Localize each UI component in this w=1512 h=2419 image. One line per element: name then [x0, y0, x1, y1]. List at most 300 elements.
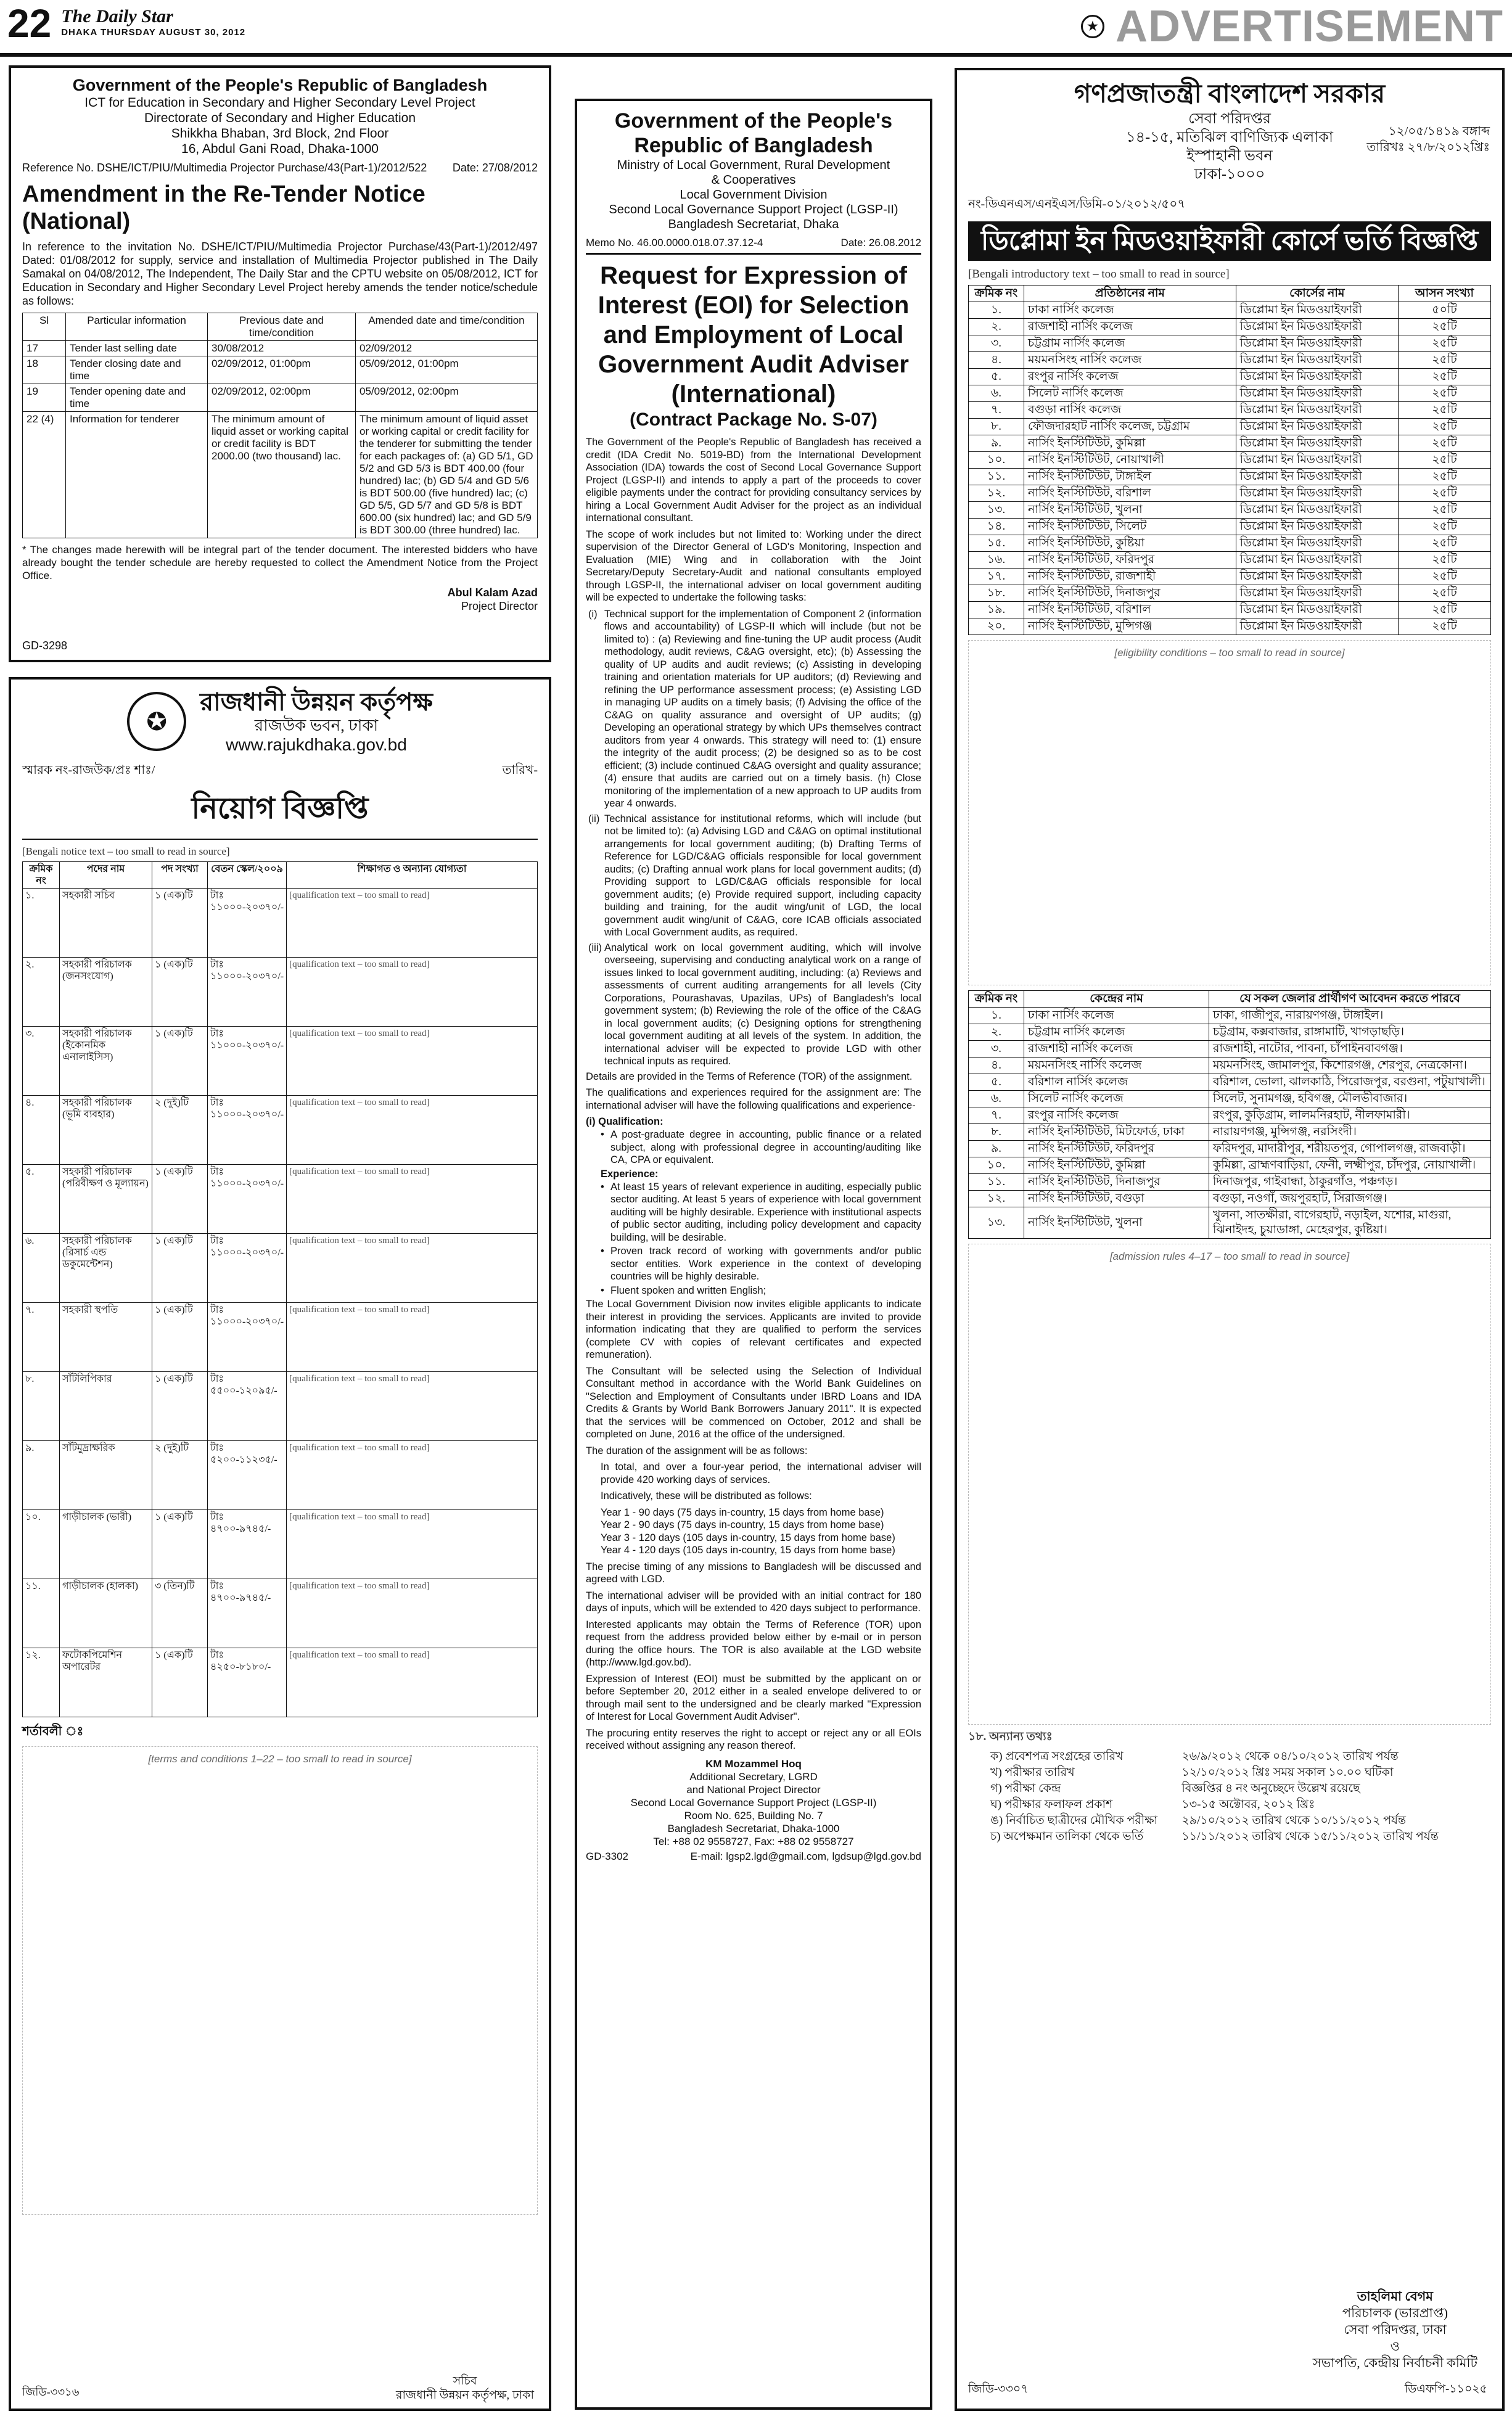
- qualification-cell: [qualification text – too small to read]: [287, 1303, 538, 1372]
- table-cell: রাজশাহী নার্সিং কলেজ: [1024, 1041, 1209, 1058]
- table-cell: ২.: [969, 319, 1024, 335]
- table-cell: ১.: [23, 889, 60, 958]
- table-cell: সহকারী সচিব: [60, 889, 152, 958]
- table-cell: ফৌজদারহাট নার্সিং কলেজ, চট্টগ্রাম: [1024, 419, 1236, 435]
- table-cell: ১২/১০/২০১২ খ্রিঃ সময় সকাল ১০.০০ ঘটিকা: [1181, 1766, 1394, 1779]
- table-cell: ৩ (তিন)টি: [152, 1579, 208, 1648]
- table-cell: ডিপ্লোমা ইন মিডওয়াইফারী: [1236, 402, 1398, 419]
- table-cell: নার্সিং ইনস্টিটিউট, রাজশাহী: [1024, 569, 1236, 585]
- table-cell: ১ (এক)টি: [152, 1234, 208, 1303]
- table-row: [969, 402, 1491, 419]
- table-cell: চ) অপেক্ষমান তালিকা থেকে ভর্তি: [990, 1830, 1144, 1843]
- table-cell: ডিপ্লোমা ইন মিডওয়াইফারী: [1236, 352, 1398, 369]
- table-cell: টাঃ ১১০০০-২০৩৭০/-: [208, 1165, 287, 1234]
- ad2-signature: [396, 2374, 534, 2402]
- table-cell: ৮.: [23, 1372, 60, 1441]
- government-seal-icon: ✪: [127, 692, 186, 751]
- table-cell: সহকারী পরিচালক (জনসংযোগ): [60, 958, 152, 1027]
- table-cell: ঢাকা নার্সিং কলেজ: [1024, 302, 1236, 319]
- qualification-cell: [qualification text – too small to read]: [287, 1510, 538, 1579]
- table-cell: ১ (এক)টি: [152, 1372, 208, 1441]
- ad3-para: The Local Government Division now invites eligible applicants to indicate their interest in providing the services. Applicants are invited to provide information indicating that they are qualified to perform the services (complete CV with copies of relevant certificates and expected remuneration).: [586, 1299, 921, 1360]
- section-title: ADVERTISEMENT: [1115, 2, 1503, 51]
- table-cell: নার্সিং ইনস্টিটিউট, বগুড়া: [1024, 1191, 1209, 1207]
- table-cell: ১১/১১/২০১২ তারিখ থেকে ১৫/১১/২০১২ তারিখ পর্যন্ত: [1181, 1830, 1439, 1843]
- table-cell: Tender opening date and time: [66, 384, 208, 412]
- masthead-right: [1081, 2, 1503, 51]
- ad3-exp-bullet: • At least 15 years of relevant experience in auditing, especially public sector auditing. At least 5 years of experience with local government auditing will be highly desirable. Experience with institutional aspects of public sector auditing, including policy development and capacity building, will be desirable.: [586, 1181, 921, 1244]
- table-cell: ১ (এক)টি: [152, 1027, 208, 1096]
- table-cell: টাঃ ১১০০০-২০৩৭০/-: [208, 1027, 287, 1096]
- table-cell: নার্সিং ইনস্টিটিউট, বরিশাল: [1024, 485, 1236, 502]
- table-cell: দিনাজপুর, গাইবান্ধা, ঠাকুরগাঁও, পঞ্চগড়।: [1209, 1174, 1491, 1191]
- table-cell: 19: [23, 384, 66, 412]
- table-cell: ৬.: [969, 385, 1024, 402]
- qualification-cell: [qualification text – too small to read]: [287, 889, 538, 958]
- table-header-row: [969, 991, 1491, 1008]
- table-cell: ১ (এক)টি: [152, 958, 208, 1027]
- ad-eoi-audit-adviser: [575, 99, 932, 2410]
- table-row: [23, 412, 538, 538]
- table-cell: ঙ) নির্বাচিত ছাত্রীদের মৌখিক পরীক্ষা: [990, 1814, 1158, 1827]
- table-cell: ডিপ্লোমা ইন মিডওয়াইফারী: [1236, 302, 1398, 319]
- ad3-date: Date: 26.08.2012: [840, 237, 921, 248]
- table-row: [969, 1141, 1491, 1157]
- ad1-sign-title: Project Director: [461, 600, 538, 612]
- table-row: [969, 519, 1491, 535]
- ad3-para: The scope of work includes but not limited to: Working under the direct supervision of the Director General of LGD's Monitoring, Inspection and Evaluation (MIE) Wing and in collaboration with the Joint Secretary/Deputy Secretary-Audit and national consultants employed through LGSP-II, the international adviser on local government auditing will be expected to undertake the following tasks:: [586, 528, 921, 603]
- table-cell: ১ (এক)টি: [152, 1303, 208, 1372]
- table-cell: ৪.: [969, 352, 1024, 369]
- table-cell: ১৬.: [969, 552, 1024, 569]
- table-cell: নারায়ণগঞ্জ, মুন্সিগঞ্জ, নরসিংদী।: [1209, 1124, 1491, 1141]
- ad4-seats-table: [968, 285, 1491, 635]
- table-row: [23, 1372, 538, 1441]
- table-cell: ক) প্রবেশপত্র সংগ্রহের তারিখ: [990, 1750, 1124, 1763]
- table-cell: নার্সিং ইনস্টিটিউট, দিনাজপুর: [1024, 1174, 1209, 1191]
- table-row: [969, 469, 1491, 485]
- ad3-line: & Cooperatives: [711, 173, 796, 187]
- ad3-year: Year 4 - 120 days (105 days in-country, 15 days from home base): [601, 1545, 895, 1556]
- ad4-memo: নং-ডিএনএস/এনইএস/ডিমি-০১/২০১২/৫০৭: [968, 197, 1186, 211]
- table-row: [23, 384, 538, 412]
- ad2-website: www.rajukdhaka.gov.bd: [226, 735, 407, 754]
- table-cell: ৭.: [969, 402, 1024, 419]
- ad3-task: [586, 942, 921, 1068]
- table-row: [23, 1027, 538, 1096]
- table-cell: রাজশাহী নার্সিং কলেজ: [1024, 319, 1236, 335]
- ad3-sign-line: and National Project Director: [686, 1783, 821, 1796]
- table-cell: ২৫টি: [1399, 402, 1491, 419]
- ad2-intro: [Bengali notice text – too small to read in source]: [22, 845, 230, 857]
- table-cell: ডিপ্লোমা ইন মিডওয়াইফারী: [1236, 419, 1398, 435]
- table-cell: ২৫টি: [1399, 569, 1491, 585]
- table-cell: ডিপ্লোমা ইন মিডওয়াইফারী: [1236, 452, 1398, 469]
- ad4-sign-line: পরিচালক (ভারপ্রাপ্ত): [1342, 2306, 1448, 2320]
- table-cell: ১২.: [969, 485, 1024, 502]
- ad3-task: [586, 608, 921, 810]
- table-header-row: [23, 862, 538, 889]
- table-cell: সহকারী পরিচালক (ইকোনমিক এনালাইসিস): [60, 1027, 152, 1096]
- table-row: [969, 319, 1491, 335]
- ad3-task-text: Analytical work on local government auditing, which will involve overseeing, supervising and conducting analytical work on a range of issues linked to local government auditing, including: (a) Reviews and assessments of current auditing arrangements for all levels (City Corporations, Pourashavas, Upazilas, UPs) of Bangladesh's local government system; (b) Reviewing the role of the office of the C&AG in local government audits; (c) Designing options for strengthening local government auditing at all levels of the system. In addition, the international adviser will be expected to provide LGD with other technical inputs as required.: [604, 942, 921, 1067]
- table-cell: ২৫টি: [1399, 519, 1491, 535]
- ad3-task-mark: (i): [588, 608, 598, 620]
- table-row: [969, 1074, 1491, 1091]
- ad3-memo: Memo No. 46.00.0000.018.07.37.12-4: [586, 237, 763, 248]
- table-row: [23, 889, 538, 958]
- ad4-signature: [1313, 2288, 1477, 2372]
- ad3-year: Year 1 - 90 days (75 days in-country, 15 days from home base): [601, 1506, 884, 1518]
- table-row: [969, 569, 1491, 585]
- qualification-cell: [qualification text – too small to read]: [287, 1234, 538, 1303]
- ad4-code2: ডিএফপি-১১০২৫: [1404, 2383, 1487, 2396]
- table-cell: ২৫টি: [1399, 335, 1491, 352]
- ad3-task-mark: (ii): [588, 813, 600, 824]
- ad1-line: ICT for Education in Secondary and Higher Secondary Level Project: [84, 96, 475, 110]
- ad2-org: রাজধানী উন্নয়ন কর্তৃপক্ষ: [200, 688, 433, 716]
- table-row: [969, 335, 1491, 352]
- table-cell: ২৫টি: [1399, 552, 1491, 569]
- table-cell: গ) পরীক্ষা কেন্দ্র: [990, 1782, 1061, 1795]
- table-cell: ৫০টি: [1399, 302, 1491, 319]
- table-row: [969, 552, 1491, 569]
- table-cell: টাঃ ৫৫০০-১২০৯৫/-: [208, 1372, 287, 1441]
- ad3-footer: [586, 1850, 921, 1863]
- col-pay: বেতন স্কেল/২০০৯: [208, 862, 287, 889]
- table-cell: The minimum amount of liquid asset or working capital or credit facility is BDT 2000.00 (two thousand) lac.: [208, 412, 356, 538]
- ad2-sub: রাজউক ভবন, ঢাকা: [254, 717, 379, 734]
- table-cell: ৪.: [969, 1058, 1024, 1074]
- ad3-year: Year 3 - 120 days (105 days in-country, 15 days from home base): [601, 1532, 895, 1543]
- table-cell: সাঁটমুদ্রাক্ষরিক: [60, 1441, 152, 1510]
- table-cell: ডিপ্লোমা ইন মিডওয়াইফারী: [1236, 435, 1398, 452]
- table-cell: ১.: [969, 1008, 1024, 1024]
- ad3-para: The international adviser will be provided with an initial contract for 180 days of inputs, which will be extended to 420 days subject to performance.: [586, 1590, 921, 1614]
- table-row: [969, 602, 1491, 618]
- table-cell: Tender closing date and time: [66, 356, 208, 384]
- ad1-line: Directorate of Secondary and Higher Education: [144, 111, 416, 125]
- ad3-qual-heading: (i) Qualification:: [586, 1116, 664, 1127]
- table-cell: ৫.: [23, 1165, 60, 1234]
- table-cell: রংপুর, কুড়িগ্রাম, লালমনিরহাট, নীলফামারী।: [1209, 1107, 1491, 1124]
- table-cell: ১৫.: [969, 535, 1024, 552]
- table-cell: টাঃ ৪৭০০-৯৭৪৫/-: [208, 1510, 287, 1579]
- ad2-conditions-heading: শর্তাবলী ঃ: [22, 1725, 84, 1738]
- table-cell: ২৫টি: [1399, 452, 1491, 469]
- ad2-code: জিডি-৩৩১৬: [22, 2386, 80, 2398]
- ad3-para: Indicatively, these will be distributed as follows:: [601, 1490, 812, 1501]
- qualification-cell: [qualification text – too small to read]: [287, 958, 538, 1027]
- table-row: [969, 1207, 1491, 1239]
- table-cell: ১১.: [969, 469, 1024, 485]
- table-row: [969, 1008, 1491, 1024]
- table-cell: ময়মনসিংহ, জামালপুর, কিশোরগঞ্জ, শেরপুর, নেত্রকোনা।: [1209, 1058, 1491, 1074]
- table-cell: নার্সিং ইনস্টিটিউট, নোয়াখালী: [1024, 452, 1236, 469]
- table-cell: 18: [23, 356, 66, 384]
- table-cell: টাঃ ৫২০০-১১২৩৫/-: [208, 1441, 287, 1510]
- ad3-sign-line: Second Local Governance Support Project (LGSP-II): [630, 1796, 877, 1809]
- table-cell: ৩.: [969, 1041, 1024, 1058]
- table-cell: ১ (এক)টি: [152, 1165, 208, 1234]
- table-cell: 02/09/2012, 01:00pm: [208, 356, 356, 384]
- ad3-exp-heading: Experience:: [601, 1168, 659, 1180]
- table-cell: ১০.: [969, 1157, 1024, 1174]
- table-row: [23, 1303, 538, 1372]
- ad3-line: Ministry of Local Government, Rural Development: [617, 158, 890, 172]
- table-cell: 22 (4): [23, 412, 66, 538]
- table-cell: ২৫টি: [1399, 535, 1491, 552]
- ad3-signature: [586, 1757, 921, 1848]
- col-sl: ক্রমিক নং: [23, 862, 60, 889]
- table-cell: ময়মনসিংহ নার্সিং কলেজ: [1024, 1058, 1209, 1074]
- table-cell: ডিপ্লোমা ইন মিডওয়াইফারী: [1236, 552, 1398, 569]
- table-cell: Tender last selling date: [66, 341, 208, 356]
- table-cell: নার্সিং ইনস্টিটিউট, কুষ্টিয়া: [1024, 535, 1236, 552]
- table-cell: বগুড়া, নওগাঁ, জয়পুরহাট, সিরাজগঞ্জ।: [1209, 1191, 1491, 1207]
- ad3-sign-line: Room No. 625, Building No. 7: [684, 1809, 823, 1821]
- table-cell: টাঃ ৪৭০০-৯৭৪৫/-: [208, 1579, 287, 1648]
- ad4-eligibility-placeholder: [eligibility conditions – too small to read in source]: [968, 640, 1491, 985]
- table-cell: কুমিল্লা, ব্রাহ্মণবাড়িয়া, ফেনী, লক্ষ্মীপুর, চাঁদপুর, নোয়াখালী।: [1209, 1157, 1491, 1174]
- table-cell: ৭.: [969, 1107, 1024, 1124]
- table-cell: টাঃ ১১০০০-২০৩৭০/-: [208, 889, 287, 958]
- ad2-date-label: তারিখ-: [502, 763, 538, 777]
- table-cell: ডিপ্লোমা ইন মিডওয়াইফারী: [1236, 602, 1398, 618]
- qualification-cell: [qualification text – too small to read]: [287, 1372, 538, 1441]
- table-cell: ৩.: [969, 335, 1024, 352]
- ad3-task-mark: (iii): [588, 942, 602, 953]
- ad4-schedule-heading: ১৮. অন্যান্য তথ্যঃ: [968, 1730, 1053, 1743]
- table-cell: ১১.: [969, 1174, 1024, 1191]
- ad4-org: গণপ্রজাতন্ত্রী বাংলাদেশ সরকার: [1074, 80, 1386, 109]
- ad3-task: [586, 813, 921, 939]
- ad2-sign-title: সচিব: [453, 2375, 477, 2388]
- table-cell: ২.: [969, 1024, 1024, 1041]
- col-course: কোর্সের নাম: [1236, 285, 1398, 302]
- table-cell: ২৫টি: [1399, 602, 1491, 618]
- table-cell: 05/09/2012, 01:00pm: [356, 356, 538, 384]
- table-cell: রংপুর নার্সিং কলেজ: [1024, 369, 1236, 385]
- table-cell: ১৮.: [969, 585, 1024, 602]
- table-cell: সিলেট, সুনামগঞ্জ, হবিগঞ্জ, মৌলভীবাজার।: [1209, 1091, 1491, 1107]
- table-row: [23, 1165, 538, 1234]
- table-cell: ২৫টি: [1399, 469, 1491, 485]
- table-cell: ২৫টি: [1399, 319, 1491, 335]
- table-row: [987, 1765, 1468, 1781]
- ad4-centres-table: [968, 990, 1491, 1239]
- table-cell: ডিপ্লোমা ইন মিডওয়াইফারী: [1236, 585, 1398, 602]
- ad3-sign-line: Additional Secretary, LGRD: [689, 1770, 818, 1783]
- table-cell: ঘ) পরীক্ষার ফলাফল প্রকাশ: [990, 1798, 1113, 1811]
- page-number: 22: [7, 1, 52, 46]
- table-cell: 02/09/2012, 02:00pm: [208, 384, 356, 412]
- table-cell: ডিপ্লোমা ইন মিডওয়াইফারী: [1236, 485, 1398, 502]
- table-cell: 05/09/2012, 02:00pm: [356, 384, 538, 412]
- table-cell: ২.: [23, 958, 60, 1027]
- ad3-org: Government of the People's Republic of Bangladesh: [614, 109, 893, 157]
- ad4-sign-line: সভাপতি, কেন্দ্রীয় নির্বাচনী কমিটি: [1312, 2355, 1477, 2370]
- ad1-code: GD-3298: [22, 639, 68, 652]
- ad4-line: ১৪-১৫, মতিঝিল বাণিজ্যিক এলাকা: [1125, 129, 1334, 146]
- table-row: [969, 1174, 1491, 1191]
- ad4-title: ডিপ্লোমা ইন মিডওয়াইফারী কোর্সে ভর্তি বিজ্ঞপ্তি: [968, 221, 1491, 261]
- table-cell: নার্সিং ইনস্টিটিউট, মুন্সিগঞ্জ: [1024, 618, 1236, 635]
- ad3-contract: (Contract Package No. S-07): [630, 409, 877, 430]
- table-row: [969, 435, 1491, 452]
- table-cell: ২৫টি: [1399, 352, 1491, 369]
- qualification-cell: [qualification text – too small to read]: [287, 1648, 538, 1717]
- ad3-para: The precise timing of any missions to Bangladesh will be discussed and agreed with LGD.: [586, 1561, 921, 1585]
- table-cell: বগুড়া নার্সিং কলেজ: [1024, 402, 1236, 419]
- table-row: [987, 1749, 1468, 1765]
- table-cell: ১০.: [23, 1510, 60, 1579]
- table-cell: নার্সিং ইনস্টিটিউট, সিলেট: [1024, 519, 1236, 535]
- ad3-line: Local Government Division: [680, 188, 828, 202]
- table-cell: টাঃ ১১০০০-২০৩৭০/-: [208, 1303, 287, 1372]
- table-cell: The minimum amount of liquid asset or working capital or credit facility for the tenderer for submitting the tender for each packages of: (a) GD 5/1, GD 5/2 and GD 5/3 is BDT 400.00 (four hundred) lac; (b) GD 5/4 and GD 5/6 is BDT 500.00 (five hundred) lac; (c) GD 5/5, GD 5/7 and GD 5/8 is BDT 600.00 (six hundred) lac; and GD 5/9 is BDT 300.00 (three hundred) lac.: [356, 412, 538, 538]
- table-row: [23, 1648, 538, 1717]
- table-cell: সহকারী পরিচালক (রিসার্চ এন্ড ডকুমেন্টেশন): [60, 1234, 152, 1303]
- ad4-schedule-table: [987, 1749, 1468, 1845]
- table-cell: ফটোকপিমেশিন অপারেটর: [60, 1648, 152, 1717]
- ad2-header: [22, 688, 538, 755]
- table-cell: ডিপ্লোমা ইন মিডওয়াইফারী: [1236, 335, 1398, 352]
- ad4-date-block: [1366, 123, 1490, 155]
- table-cell: ২৫টি: [1399, 485, 1491, 502]
- ad-midwifery-admission: [955, 68, 1505, 2411]
- table-cell: ডিপ্লোমা ইন মিডওয়াইফারী: [1236, 519, 1398, 535]
- table-cell: ১৩.: [969, 1207, 1024, 1239]
- col-count: পদ সংখ্যা: [152, 862, 208, 889]
- table-row: [23, 1441, 538, 1510]
- table-cell: টাঃ ৪২৫০-৮১৮০/-: [208, 1648, 287, 1717]
- table-cell: নার্সিং ইনস্টিটিউট, খুলনা: [1024, 502, 1236, 519]
- table-row: [969, 352, 1491, 369]
- table-cell: চট্টগ্রাম নার্সিং কলেজ: [1024, 1024, 1209, 1041]
- table-cell: ঢাকা, গাজীপুর, নারায়ণগঞ্জ, টাঙ্গাইল।: [1209, 1008, 1491, 1024]
- table-cell: ১৩-১৫ অক্টোবর, ২০১২ খ্রিঃ: [1181, 1798, 1315, 1811]
- table-cell: ২ (দুই)টি: [152, 1441, 208, 1510]
- table-row: [969, 618, 1491, 635]
- table-cell: ডিপ্লোমা ইন মিডওয়াইফারী: [1236, 319, 1398, 335]
- table-cell: নার্সিং ইনস্টিটিউট, খুলনা: [1024, 1207, 1209, 1239]
- table-cell: টাঃ ১১০০০-২০৩৭০/-: [208, 958, 287, 1027]
- table-cell: ডিপ্লোমা ইন মিডওয়াইফারী: [1236, 369, 1398, 385]
- table-cell: খ) পরীক্ষার তারিখ: [990, 1766, 1075, 1779]
- table-cell: ১২.: [23, 1648, 60, 1717]
- table-row: [23, 1579, 538, 1648]
- table-row: [969, 1024, 1491, 1041]
- table-cell: ১৩.: [969, 502, 1024, 519]
- col-centre: কেন্দ্রের নাম: [1024, 991, 1209, 1008]
- table-cell: বরিশাল, ভোলা, ঝালকাঠি, পিরোজপুর, বরগুনা, পটুয়াখালী।: [1209, 1074, 1491, 1091]
- ad1-amendment-table: [22, 313, 538, 538]
- table-cell: সিলেট নার্সিং কলেজ: [1024, 385, 1236, 402]
- table-cell: খুলনা, সাতক্ষীরা, বাগেরহাট, নড়াইল, যশোর, মাগুরা, ঝিনাইদহ, চুয়াডাঙ্গা, মেহেরপুর, কুষ্টিয়া।: [1209, 1207, 1491, 1239]
- table-cell: চট্টগ্রাম, কক্সবাজার, রাঙ্গামাটি, খাগড়াছড়ি।: [1209, 1024, 1491, 1041]
- ad1-line: 16, Abdul Gani Road, Dhaka-1000: [181, 142, 379, 156]
- table-header-row: [23, 313, 538, 341]
- table-cell: নার্সিং ইনস্টিটিউট, বরিশাল: [1024, 602, 1236, 618]
- ad3-task-text: Technical assistance for institutional reforms, which will include (but not be limited to): (a) Advising LGD and C&AG on optimal institutional arrangements for local government auditing; (b) Drafting Terms of Reference for LGD/C&AG officials responsible for local government audits; (c) Drafting annual work plans for local government audits; (d) Providing support to LGD/C&AG officials responsible for local government audits; (e) Provide required support, including capacity building and training, for the audit wing/unit of LGD, the local government audit wing/unit of C&AG, core ICAB officials associated with Local Government audits, as required.: [604, 813, 921, 938]
- table-row: [969, 585, 1491, 602]
- table-cell: ১৯.: [969, 602, 1024, 618]
- ad2-ref-row: [22, 761, 538, 781]
- table-cell: রংপুর নার্সিং কলেজ: [1024, 1107, 1209, 1124]
- ad3-para: The Consultant will be selected using the Selection of Individual Consultant method in accordance with the World Bank Guidelines on "Selection and Employment of Consultants under IBRD Loans and IDA Credits & Grants by World Bank Borrowers January 2011". It is expected that the services will be commenced on October, 2012 and shall be completed on June, 2016 at the office of the undersigned.: [586, 1365, 921, 1440]
- ad4-date-en: ২৭/৮/২০১২খ্রিঃ: [1407, 141, 1490, 154]
- table-row: [969, 485, 1491, 502]
- ad4-line: ইস্পাহানী ভবন: [1186, 148, 1273, 164]
- table-cell: ডিপ্লোমা ইন মিডওয়াইফারী: [1236, 535, 1398, 552]
- table-cell: ২৫টি: [1399, 618, 1491, 635]
- table-cell: ২৫টি: [1399, 369, 1491, 385]
- table-cell: ২ (দুই)টি: [152, 1096, 208, 1165]
- ad3-para: In total, and over a four-year period, the international adviser will provide 420 working days of services.: [601, 1461, 921, 1485]
- ad3-exp-bullet: • Fluent spoken and written English;: [586, 1284, 921, 1297]
- table-row: [969, 1191, 1491, 1207]
- table-cell: ৫.: [969, 369, 1024, 385]
- col-sl: ক্রমিক নং: [969, 991, 1024, 1008]
- table-cell: রাজশাহী, নাটোর, পাবনা, চাঁপাইনবাবগঞ্জ।: [1209, 1041, 1491, 1058]
- table-cell: ২৫টি: [1399, 385, 1491, 402]
- table-cell: ২৫টি: [1399, 502, 1491, 519]
- col-post: পদের নাম: [60, 862, 152, 889]
- table-cell: নার্সিং ইনস্টিটিউট, ফরিদপুর: [1024, 1141, 1209, 1157]
- ad-tender-amendment: [9, 65, 551, 662]
- ad3-sign-line: Bangladesh Secretariat, Dhaka-1000: [667, 1822, 840, 1834]
- table-cell: ১১.: [23, 1579, 60, 1648]
- ad4-line: সেবা পরিদপ্তর: [1188, 111, 1271, 127]
- ad4-line: ঢাকা-১০০০: [1194, 166, 1265, 183]
- table-cell: বিজ্ঞপ্তির ৪ নং অনুচ্ছেদে উল্লেখ রয়েছে: [1181, 1782, 1360, 1795]
- ad3-para: Interested applicants may obtain the Terms of Reference (TOR) upon request from the address provided below either by e-mail or in person during the office hours. The TOR is also available at the LGD website (http://www.lgd.gov.bd).: [586, 1619, 921, 1668]
- ad3-sign-line: Tel: +88 02 9558727, Fax: +88 02 9558727: [653, 1835, 854, 1847]
- col-districts: যে সকল জেলার প্রার্থীগণ আবেদন করতে পারবে: [1209, 991, 1491, 1008]
- ad1-line: Shikkha Bhaban, 3rd Block, 2nd Floor: [171, 126, 389, 141]
- ad1-title: Amendment in the Re-Tender Notice (National): [22, 181, 425, 234]
- table-row: [23, 958, 538, 1027]
- table-cell: ৭.: [23, 1303, 60, 1372]
- table-cell: ৯.: [969, 1141, 1024, 1157]
- table-cell: ২৬/৯/২০১২ থেকে ০৪/১০/২০১২ তারিখ পর্যন্ত: [1181, 1750, 1399, 1763]
- table-cell: ১২.: [969, 1191, 1024, 1207]
- ad3-para: Expression of Interest (EOI) must be submitted by the applicant on or before September 20, 2012 either in a sealed envelope delivered to or through mail sent to the undersigned and be clearly marked "Expression of Interest for Local Government Audit Adviser".: [586, 1673, 921, 1722]
- ad3-line: Bangladesh Secretariat, Dhaka: [668, 218, 839, 231]
- ad1-ref-row: [22, 162, 538, 175]
- table-cell: ১.: [969, 302, 1024, 319]
- ad3-para: The duration of the assignment will be as follows:: [586, 1445, 808, 1456]
- col-particular: Particular information: [66, 313, 208, 341]
- table-row: [23, 1510, 538, 1579]
- table-cell: সহকারী পরিচালক (পরিবীক্ষণ ও মূল্যায়ন): [60, 1165, 152, 1234]
- table-row: [969, 369, 1491, 385]
- table-cell: ডিপ্লোমা ইন মিডওয়াইফারী: [1236, 469, 1398, 485]
- qualification-cell: [qualification text – too small to read]: [287, 1027, 538, 1096]
- table-cell: ডিপ্লোমা ইন মিডওয়াইফারী: [1236, 502, 1398, 519]
- table-row: [969, 452, 1491, 469]
- table-cell: সহকারী স্থপতি: [60, 1303, 152, 1372]
- ad4-intro: [Bengali introductory text – too small to read in source]: [968, 268, 1230, 281]
- table-row: [23, 1096, 538, 1165]
- table-cell: ১৭.: [969, 569, 1024, 585]
- table-cell: নার্সিং ইনস্টিটিউট, কুমিল্লা: [1024, 1157, 1209, 1174]
- ad3-exp-bullet: • Proven track record of working with governments and/or public sector entities. Work experience in the context of developing countries will be highly desirable.: [586, 1245, 921, 1283]
- ad3-code: GD-3302: [586, 1850, 628, 1862]
- ad1-date: Date: 27/08/2012: [452, 162, 538, 174]
- ad2-title: নিয়োগ বিজ্ঞপ্তি: [22, 786, 538, 840]
